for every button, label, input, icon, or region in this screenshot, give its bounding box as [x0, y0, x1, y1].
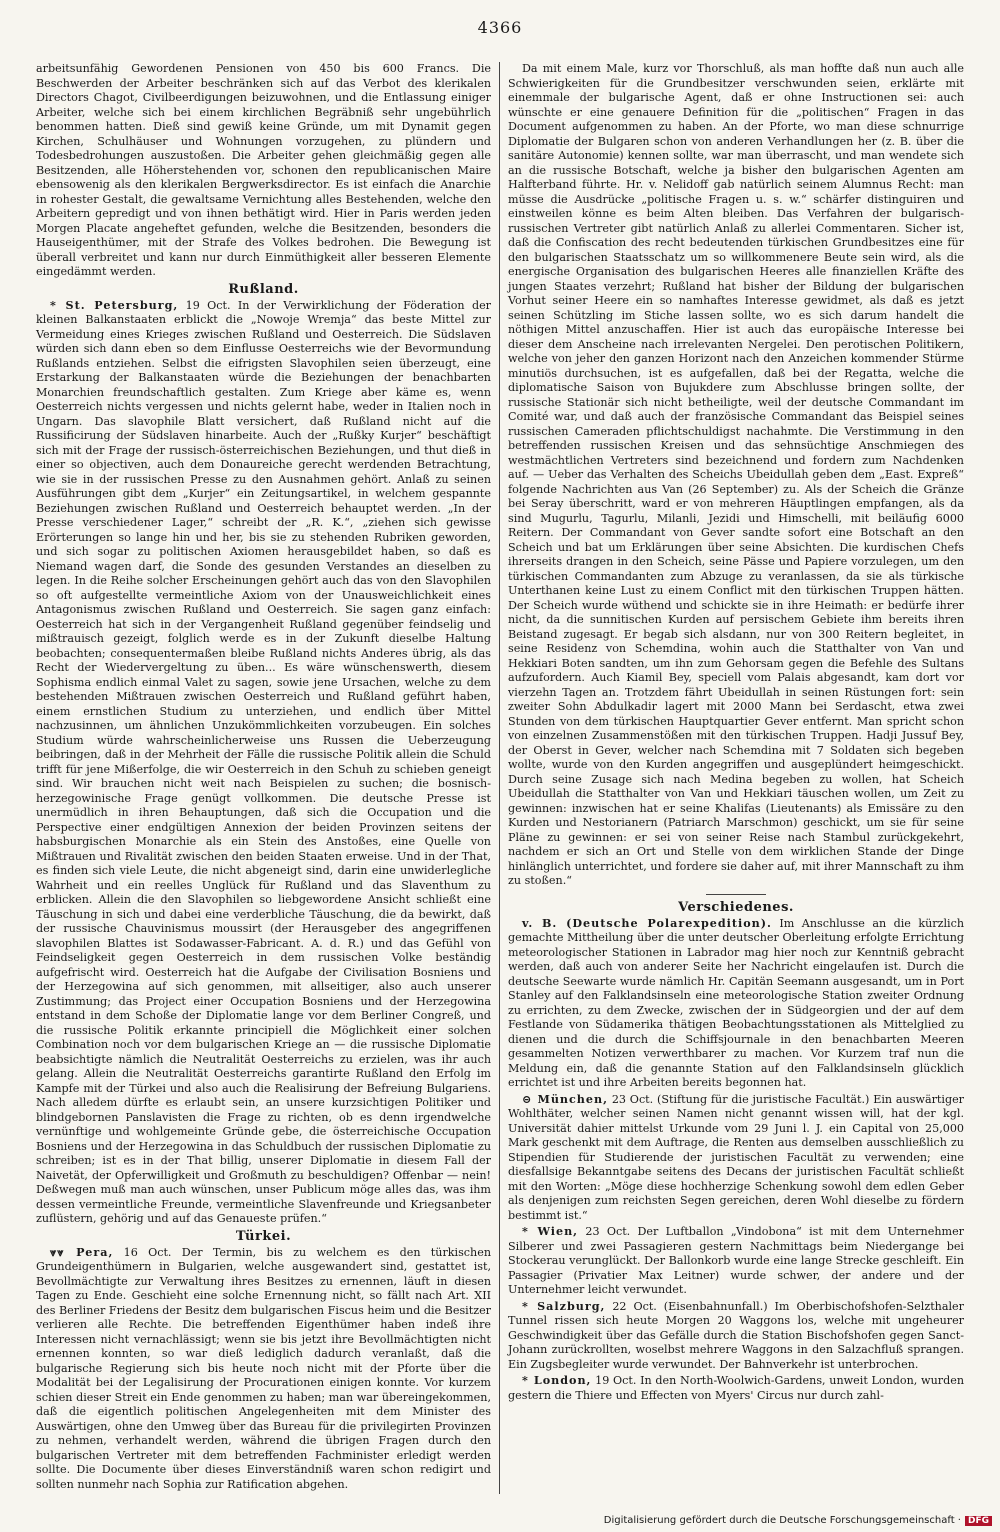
paragraph	[36, 299, 491, 1227]
dateline: v. B. (Deutsche Polarexpedition).	[522, 916, 772, 930]
section-heading-russland: Rußland.	[228, 281, 299, 297]
article-columns	[28, 62, 972, 1494]
paragraph-text: 22 Oct. (Eisenbahnunfall.) Im Oberbischofshofen-Selzthaler Tunnel rissen sich heute Morgen 20 Waggons los, welche mit ungeheurer Geschwindigkeit über das Gefälle durch die Station Bischofshofen gegen Sanct-Johann zurückrollten, woselbst mehrere Waggons in den Salzachfluß sprangen. Ein Zugsbegleiter wurde verwundet. Der Bahnverkehr ist unterbrochen.	[508, 1299, 964, 1371]
paragraph	[508, 1093, 964, 1224]
dateline: ⊝ München,	[522, 1092, 608, 1106]
paragraph: Da mit einem Male, kurz vor Thorschluß, als man hoffte daß nun auch alle Schwierigkeiten für die Grundbesitzer verschwunden seien, erklärte mit einemmale der bulgarische Agent, daß er ohne Instructionen sei: auch wünschte er eine genauere Definition für die „politischen“ Fragen in das Document aufgenommen zu haben. An der Pforte, wo man diese schnurrige Diplomatie der Bulgaren schon von anderen Verhandlungen her (z. B. über die sanitäre Autonomie) kennen sollte, war man überrascht, und man wendete sich an die russische Botschaft, welche ja bisher den bulgarischen Agenten am Halfterband führte. Hr. v. Nelidoff gab natürlich seinem Alumnus Recht: man müsse die Ausdrücke „politische Fragen u. s. w.“ schärfer distinguiren und einstweilen könne es beim Alten bleiben. Das Verfahren der bulgarisch-russischen Vertreter gibt natürlich Anlaß zu allerlei Commentaren. Sicher ist, daß die Confiscation des recht bedeutenden türkischen Grundbesitzes eine für den bulgarischen Staatsschatz um so willkommenere Beute sein wird, als die energische Organisation des bulgarischen Heeres alle finanziellen Kräfte des jungen Staates verzehrt; Rußland hat bisher der Bildung der bulgarischen Vorhut seiner Heere ein so namhaftes Interesse gewidmet, als daß es jetzt seinen Schützling im Stiche lassen sollte, wo es sich darum handelt die nöthigen Mittel anzuschaffen. Hier ist auch das europäische Interesse bei dieser dem Anscheine nach irrelevanten Nergelei. Den perotischen Politikern, welche von jeher den ganzen Horizont nach den Anzeichen kommender Stürme minutiös durchsuchen, ist es aufgefallen, daß bei der Regatta, welche die diplomatische Saison von Bujukdere zum Abschlusse bringen sollte, der russische Stationär sich nicht betheiligte, weil der deutsche Commandant im Comité war, und daß auch der französische Commandant das Beispiel seines russischen Cameraden pflichtschuldigst nachahmte. Die Verstimmung in den betreffenden russischen Kreisen und das sehnsüchtige Anschmiegen des westmächtlichen Vertreters sind bezeichnend und fordern zum Nachdenken auf. — Ueber das Verhalten des Scheichs Ubeidullah geben dem „East. Expreß“ folgende Nachrichten aus Van (26 September) zu. Als der Scheich die Gränze bei Seray überschritt, ward er von mehreren Häuptlingen empfangen, als da sind Mugurlu, Tagurlu, Milanli, Jezidi und Himschelli, mit beiläufig 6000 Reitern. Der Commandant von Gever sandte sofort eine Botschaft an den Scheich und bat um Erklärungen über seine Absichten. Die kurdischen Chefs ihrerseits drangen in den Scheich, seine Pässe und Papiere vorzulegen, um den türkischen Commandanten zum Abzuge zu veranlassen, da sie als türkische Unterthanen keine Lust zu einem Conflict mit den türkischen Truppen hätten. Der Scheich wurde wüthend und schickte sie in ihre Heimath: er bedürfe ihrer nicht, da die sunnitischen Kurden auf persischem Gebiete ihm bereits ihren Beistand zugesagt. Er begab sich alsdann, nur von 300 Reitern begleitet, in seine Residenz von Schemdina, wohin auch die Statthalter von Van und Hekkiari Boten sandten, um ihn zum Gehorsam gegen die Befehle des Sultans aufzufordern. Auch Kiamil Bey, speciell vom Palais abgesandt, kam dort vor vierzehn Tagen an. Trotzdem fährt Ubeidullah in seinen Rüstungen fort: sein zweiter Sohn Abdulkadir lagert mit 2000 Mann bei Serdascht, etwa zwei Stunden von dem türkischen Hauptquartier Gever entfernt. Man spricht schon von einzelnen Zusammenstößen mit den türkischen Truppen. Hadji Jussuf Bey, der Oberst in Gever, welcher nach Schemdina mit 7 Soldaten sich begeben wollte, wurde von den Kurden angegriffen und ausgeplündert heimgeschickt. Durch seine Zusage sich nach Medina begeben zu wollen, hat Scheich Ubeidullah die Statthalter von Van und Hekkiari täuschen wollen, um Zeit zu gewinnen: inzwischen hat er seine Khalifas (Lieutenants) als Emissäre zu den Kurden und Nestorianern (Patriarch Marschmon) geschickt, um sie für seine Pläne zu gewinnen: er sei von seiner Reise nach Stambul zurückgekehrt, nachdem er sich an Ort und Stelle von dem wirklichen Stande der Dinge hinlänglich unterrichtet, und fordere sie daher auf, mit ihrer Mannschaft zu ihm zu stoßen.“	[508, 62, 964, 887]
paragraph-text: 19 Oct. In der Verwirklichung der Föderation der kleinen Balkanstaaten erblickt die „Nowoje Wremja“ das beste Mittel zur Vermeidung eines Krieges zwischen Rußland und Oesterreich. Die Südslaven würden sich dann eben so dem Einflusse Oesterreichs wie der Bevormundung Rußlands entziehen. Selbst die eifrigsten Slavophilen seien überzeugt, eine Erstarkung der Balkanstaaten würde die Beziehungen der benachbarten Monarchien freundschaftlich gestalten. Zum Kriege aber käme es, wenn Oesterreich nichts vergessen und nichts gelernt habe, weder in Italien noch in Ungarn. Das slavophile Blatt versichert, daß Rußland nicht auf die Russificirung der Südslaven hinarbeite. Auch der „Rußky Kurjer“ beschäftigt sich mit der Frage der russisch-österreichischen Beziehungen, und thut dieß in einer so objectiven, auch dem Donaureiche gerecht werdenden Betrachtung, wie sie in der russischen Presse zu den Ausnahmen gehört. Anlaß zu seinen Ausführungen gibt dem „Kurjer“ ein Zeitungsartikel, in welchem gespannte Beziehungen zwischen Rußland und Oesterreich behauptet werden. „In der Presse verschiedener Lager,“ schreibt der „R. K.“, „ziehen sich gewisse Erörterungen so lange hin und her, bis sie zu stehenden Rubriken geworden, und sich sogar zu politischen Axiomen herausgebildet haben, so daß es Niemand wagen darf, die Sonde des gesunden Verstandes an dieselben zu legen. In die Reihe solcher Erscheinungen gehört auch das von den Slavophilen so oft aufgestellte vermeintliche Axiom von der Unausweichlichkeit eines Antagonismus zwischen Rußland und Oesterreich. Sie sagen ganz einfach: Oesterreich hat sich in der Vergangenheit Rußland gegenüber feindselig und mißtrauisch gezeigt, folglich werde es in der Zukunft dieselbe Haltung beobachten; consequentermaßen bleibe Rußland nichts Anderes übrig, als das Recht der Wiedervergeltung zu üben... Es wäre wünschenswerth, diesem Sophisma endlich einmal Valet zu sagen, sowie jene Ursachen, welche zu dem bestehenden Mißtrauen zwischen Oesterreich und Rußland geführt haben, einem ernstlichen Studium zu unterziehen, und endlich über Mittel nachzusinnen, um ähnlichen Unzukömmlichkeiten vorzubeugen. Ein solches Studium würde wahrscheinlicherweise uns Russen die Ueberzeugung beibringen, daß in der Mehrheit der Fälle die russische Politik allein die Schuld trifft für jene Mißerfolge, die wir Oesterreich in den Schuh zu schieben geneigt sind. Wir brauchen nicht weit nach Beispielen zu suchen; die bosnisch-herzegowinische Frage genügt vollkommen. Die deutsche Presse ist unermüdlich in ihren Behauptungen, daß sich die Occupation und die Perspective einer endgültigen Annexion der beiden Provinzen seitens der habsburgischen Monarchie als ein Stein des Anstoßes, eine Quelle von Mißtrauen und Rivalität zwischen den beiden Staaten erweise. Und in der That, es finden sich viele Leute, die nicht abgeneigt sind, darin eine unwiderlegliche Wahrheit und ein reelles Unglück für Rußland und das Slaventhum zu erblicken. Allein die den Slavophilen so liebgewordene Ansicht schließt eine Täuschung in sich und dabei eine verderbliche Täuschung, die da bewirkt, daß der russische Chauvinismus moussirt (der Herausgeber des angegriffenen slavophilen Blattes ist Sodawasser-Fabricant. A. d. R.) und das Gefühl von Feindseligkeit gegen Oesterreich in dem russischen Volke beständig aufgefrischt wird. Oesterreich hat die Aufgabe der Civilisation Bosniens und der Herzegowina auf sich genommen, mit allseitiger, also auch unserer Zustimmung; das Project einer Occupation Bosniens und der Herzegowina entstand in dem Schoße der Diplomatie lange vor dem Berliner Congreß, und die russische Politik erkannte principiell die Möglichkeit einer solchen Combination noch vor dem bulgarischen Kriege an — die russische Diplomatie beabsichtigte nämlich die Neutralität Oesterreichs zu erzielen, was ihr auch gelang. Allein die Neutralität Oesterreichs garantirte Rußland den Erfolg im Kampfe mit der Türkei und also auch die Realisirung der Befreiung Bulgariens. Nach alledem dürfte es erlaubt sein, an unsere kurzsichtigen Politiker und blindgebornen Panslavisten die Frage zu richten, ob es denn irgendwelche vernünftige und wohlgemeinte Gründe gebe, die österreichische Occupation Bosniens und der Herzegowina in das Schuldbuch der russischen Diplomatie zu schreiben; ist es in der That billig, unserer Diplomatie in diesem Fall der Naivetät, der Opferwilligkeit und Großmuth zu beschuldigen? Offenbar — nein! Deßwegen muß man auch wünschen, unser Publicum möge alles das, was ihm dessen vermeintliche Freunde, vermeintliche Slavenfreunde und Kriegsanbeter zuflüstern, gehörig und auf das Genaueste prüfen.“	[36, 298, 491, 1225]
paragraph	[508, 1300, 964, 1373]
divider	[706, 894, 766, 895]
paragraph-text: 19 Oct. In den North-Woolwich-Gardens, unweit London, wurden gestern die Thiere und Effecten von Myers' Circus nur durch zahl-	[508, 1374, 964, 1402]
section-heading-tuerkei: Türkei.	[235, 1228, 292, 1244]
dateline: * Wien,	[522, 1225, 579, 1238]
credit-text: Digitalisierung gefördert durch die Deutsche Forschungsgemeinschaft ·	[603, 1515, 961, 1526]
paragraph-text: Im Anschlusse an die kürzlich gemachte Mittheilung über die unter deutscher Oberleitung erfolgte Errichtung meteorologischer Stationen in Labrador mag hier noch zur Kenntniß gebracht werden, daß auch von anderer Seite her Nachricht eingelaufen ist. Durch die deutsche Seewarte wurde nämlich Hr. Capitän Seemann ausgesandt, um in Port Stanley auf den Falklandsinseln eine meteorologische Station zweiter Ordnung zu errichten, zu dem Zwecke, zwischen der in Südgeorgien und der auf dem Festlande von Südamerika thätigen Beobachtungsstationen als Mittelglied zu dienen und die durch die Schiffsjournale in den benachbarten Meeren gesammelten Notizen verwerthbarer zu machen. Vor Kurzem traf nun die Meldung ein, daß die genannte Station auf den Falklandsinseln glücklich errichtet ist und ihre Arbeiten bereits begonnen hat.	[508, 916, 964, 1089]
paragraph	[508, 1374, 964, 1403]
dateline: * Salzburg,	[522, 1299, 606, 1313]
paragraph: arbeitsunfähig Gewordenen Pensionen von 450 bis 600 Francs. Die Beschwerden der Arbeiter beschränken sich auf das Verbot des klerikalen Directors Chagot, Civilbeerdigungen beizuwohnen, und die Entlassung einiger Arbeiter, welche sich bei einem kirchlichen Begräbniß sehr ungebührlich benommen hatten. Dieß sind gewiß keine Gründe, um mit Dynamit gegen Kirchen, Schulhäuser und Wohnungen vorzugehen, zu plündern und Todesbedrohungen auszustoßen. Die Arbeiter gehen gleichmäßig gegen alle Besitzenden, alle Höherstehenden vor, schonen den republicanischen Maire ebensowenig als den klerikalen Bergwerksdirector. Es ist einfach die Anarchie in rohester Gestalt, die gewaltsame Vernichtung alles Bestehenden, welche den Arbeitern gepredigt und von ihnen bethätigt wird. Hier in Paris werden jeden Morgen Placate angeheftet gefunden, welche die Besitzenden, besonders die Hauseigenthümer, mit der Strafe des Volkes bedrohen. Die Bewegung ist überall verbreitet und kann nur durch Einmüthigkeit aller besseren Elemente eingedämmt werden.	[36, 62, 491, 278]
section-heading-verschiedenes: Verschiedenes.	[678, 899, 794, 915]
dfg-logo: DFG	[965, 1516, 992, 1526]
paragraph-text: 23 Oct. (Stiftung für die juristische Facultät.) Ein auswärtiger Wohlthäter, welcher seinen Namen nicht genannt wissen will, hat der kgl. Universität dahier mittelst Urkunde vom 29 Juni l. J. ein Capital von 25,000 Mark geschenkt mit dem Auftrage, die Renten aus demselben ausschließlich zu Stipendien für Studierende der juristischen Facultät zu verwenden; eine diesfallsige Bekanntgabe seitens des Decans der juristischen Facultät schließt mit den Worten: „Möge diese hochherzige Schenkung sowohl dem edlen Geber als denjenigen zum reichsten Segen gereichen, deren Wohl dieselbe zu fördern bestimmt ist.“	[508, 1092, 965, 1222]
dateline: * London,	[522, 1374, 592, 1387]
left-column	[28, 62, 500, 1494]
right-column	[500, 62, 972, 1494]
dateline: * St. Petersburg,	[50, 298, 179, 312]
paragraph-text: 23 Oct. Der Luftballon „Vindobona“ ist mit dem Unternehmer Silberer und zwei Passagieren gestern Nachmittags beim Niedergange bei Stockerau verunglückt. Der Ballonkorb wurde eine lange Strecke geschleift. Ein Passagier (Privatier Max Leitner) wurde schwer, der andere und der Unternehmer leicht verwundet.	[508, 1225, 964, 1296]
paragraph	[36, 1246, 491, 1493]
page-number: 4366	[477, 18, 523, 37]
dateline: ⩔⩔ Pera,	[50, 1245, 114, 1259]
paragraph	[508, 917, 964, 1091]
paragraph-text: 16 Oct. Der Termin, bis zu welchem es den türkischen Grundeigenthümern in Bulgarien, welche ausgewandert sind, gestattet ist, Bevollmächtigte zur Verwaltung ihres Besitzes zu ernennen, läuft in diesen Tagen zu Ende. Geschieht eine solche Ernennung nicht, so fällt nach Art. XII des Berliner Friedens der Besitz dem bulgarischen Fiscus heim und die Besitzer verlieren alle Rechte. Die betreffenden Eigenthümer haben indeß ihre Interessen nicht vernachlässigt; wenn sie bis jetzt ihre Bevollmächtigten nicht ernennen konnten, so war dieß lediglich dadurch veranlaßt, daß die bulgarische Regierung sich bis heute noch nicht mit der Pforte über die Modalität bei der Legalisirung der Procurationen einigen konnte. Vor kurzem schien dieser Streit ein Ende genommen zu haben; man war übereingekommen, daß die eigentlich politischen Angelegenheiten mit dem Minister des Auswärtigen, ohne den Umweg über das Bureau für die privilegirten Provinzen zu nehmen, verhandelt werden, während die übrigen Fragen durch den bulgarischen Vertreter mit dem betreffenden Fachminister erledigt werden sollte. Die Documente über dieses Einverständniß waren schon redigirt und sollten nunmehr nach Sophia zur Ratification abgehen.	[36, 1245, 491, 1491]
digitization-credit	[604, 1515, 992, 1526]
paragraph	[508, 1225, 964, 1298]
